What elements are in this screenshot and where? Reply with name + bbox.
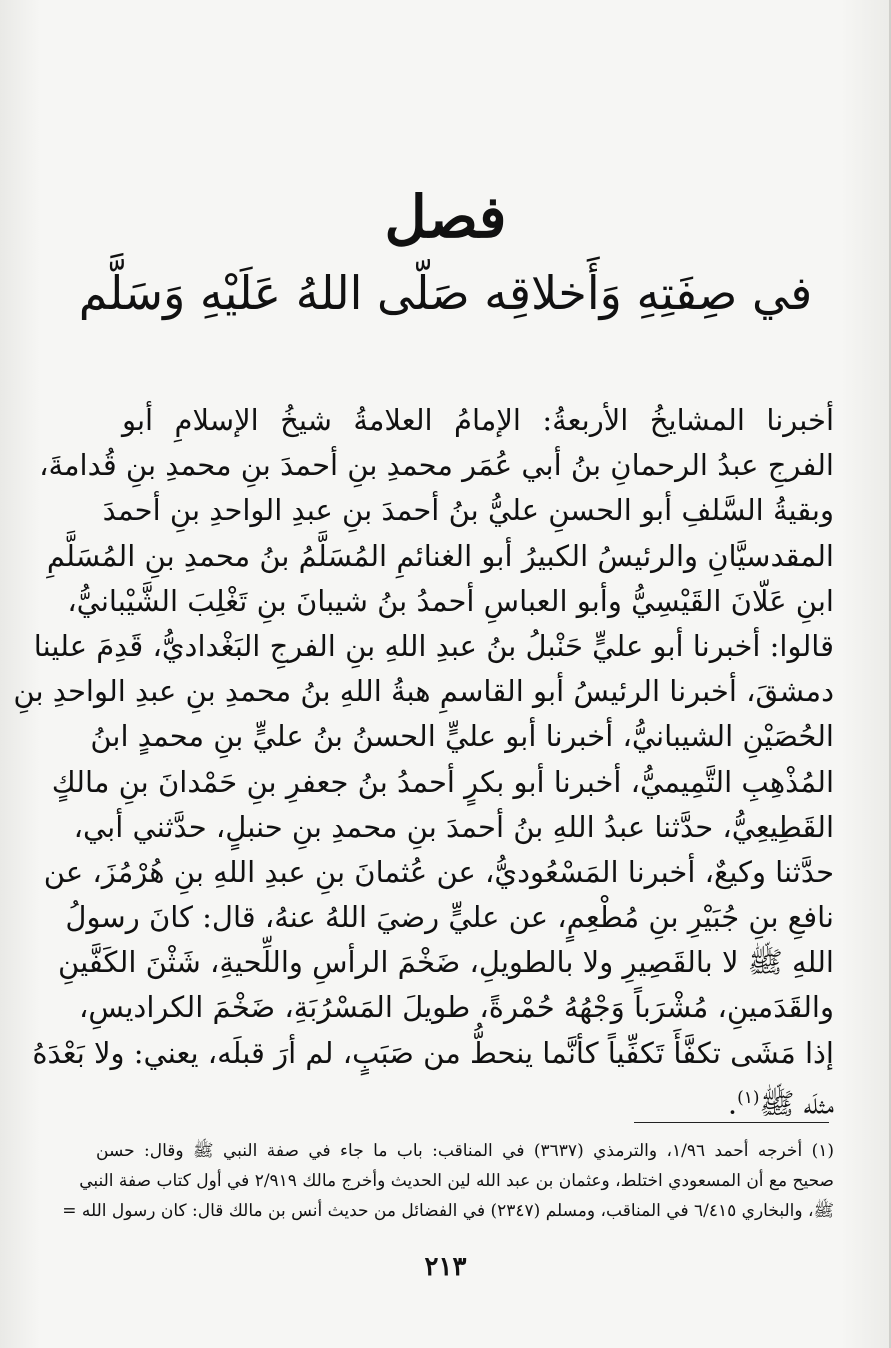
footnotes <box>62 1136 834 1226</box>
footnote-line: ﷺ، والبخاري ٦/٤١٥ في المناقب، ومسلم (٢٣٤٧) في الفضائل من حديث أنس بن مالك قال: كان رسول الله = <box>62 1201 834 1221</box>
footnote-line: صحيح مع أن المسعودي اختلط، وعثمان بن عبد الله لين الحديث وأخرج مالك ٢/٩١٩ في أول كتاب صفة النبي <box>79 1171 834 1191</box>
text-line: اللهِ ﷺ لا بالقَصِيرِ ولا بالطويلِ، ضَخْمَ الرأسِ واللِّحيةِ، شَثْنَ الكَفَّينِ <box>58 945 834 980</box>
text-line: أخبرنا المشايخُ الأربعةُ: الإمامُ العلامةُ شيخُ الإسلامِ أبو <box>122 403 834 437</box>
text-line: إذا مَشَى تكفَّأَ تَكفِّياً كأنَّما ينحطُّ من صَبَبٍ، لم أرَ قبلَه، يعني: ولا بَعْدَهُ <box>32 1035 834 1070</box>
footnote-divider <box>634 1122 829 1123</box>
section-title: فصل <box>384 183 507 251</box>
text-line: المقدسيَّانِ والرئيسُ الكبيرُ أبو الغنائمِ المُسَلَّمُ بنُ محمدِ بنِ المُسَلَّمِ <box>46 538 834 573</box>
text-line: وبقيةُ السَّلفِ أبو الحسنِ عليُّ بنُ أحمدَ بنِ عبدِ الواحدِ بنِ أحمدَ <box>102 493 834 528</box>
text-line: المُذْهِبِ التَّمِيميُّ، أخبرنا أبو بكرٍ أحمدُ بنُ جعفرِ بنِ حَمْدانَ بنِ مالكٍ <box>51 764 834 799</box>
footnote-line: (١) أخرجه أحمد ١/٩٦، والترمذي (٣٦٣٧) في المناقب: باب ما جاء في صفة النبي ﷺ وقال: حسن <box>96 1141 834 1161</box>
text-line: والقَدَمينِ، مُشْرَباً وَجْهُهُ حُمْرةً، طويلَ المَسْرُبَةِ، ضَخْمَ الكراديسِ، <box>79 990 834 1025</box>
last-line-text: مثلَه ﷺ <box>759 1086 834 1121</box>
text-line: نافعِ بنِ جُبَيْرِ بنِ مُطْعِمٍ، عن عليٍّ رضيَ اللهُ عنهُ، قال: كانَ رسولُ <box>65 900 834 935</box>
text-line: قالوا: أخبرنا أبو عليٍّ حَنْبلُ بنُ عبدِ اللهِ بنِ الفرجِ البَغْداديُّ، قَدِمَ علينا <box>33 628 834 663</box>
footnote-marker: (١) <box>737 1087 760 1108</box>
text-line: ابنِ عَلّانَ القَيْسِيُّ وأبو العباسِ أحمدُ بنُ شيبانَ بنِ تَغْلِبَ الشَّيْبانيُّ، <box>67 583 834 618</box>
text-line: دمشقَ، أخبرنا الرئيسُ أبو القاسمِ هبةُ اللهِ بنُ محمدِ بنِ عبدِ الواحدِ بنِ <box>13 674 834 709</box>
text-line: الفرجِ عبدُ الرحمانِ بنُ أبي عُمَر محمدِ بنِ أحمدَ بنِ محمدِ بنِ قُدامةَ، <box>39 448 834 483</box>
full-stop: . <box>727 1086 738 1121</box>
main-text <box>13 398 834 1121</box>
text-line: القَطِيعِيُّ، حدَّثنا عبدُ اللهِ بنُ أحمدَ بنِ محمدِ بنِ حنبلٍ، حدَّثني أبي، <box>73 809 834 844</box>
text-line-last <box>122 1076 834 1121</box>
section-subtitle: في صِفَتِهِ وَأَخلاقِه صَلّى اللهُ عَلَيْهِ وَسَلَّم <box>78 266 813 320</box>
page-number: ٢١٣ <box>424 1252 467 1282</box>
text-line: الحُصَيْنِ الشيبانيُّ، أخبرنا أبو عليٍّ الحسنُ بنُ عليٍّ بنِ محمدٍ ابنُ <box>90 719 834 754</box>
text-line: حدَّثنا وكيعٌ، أخبرنا المَسْعُوديُّ، عن عُثمانَ بنِ عبدِ اللهِ بنِ هُرْمُزَ، عن <box>43 854 834 889</box>
